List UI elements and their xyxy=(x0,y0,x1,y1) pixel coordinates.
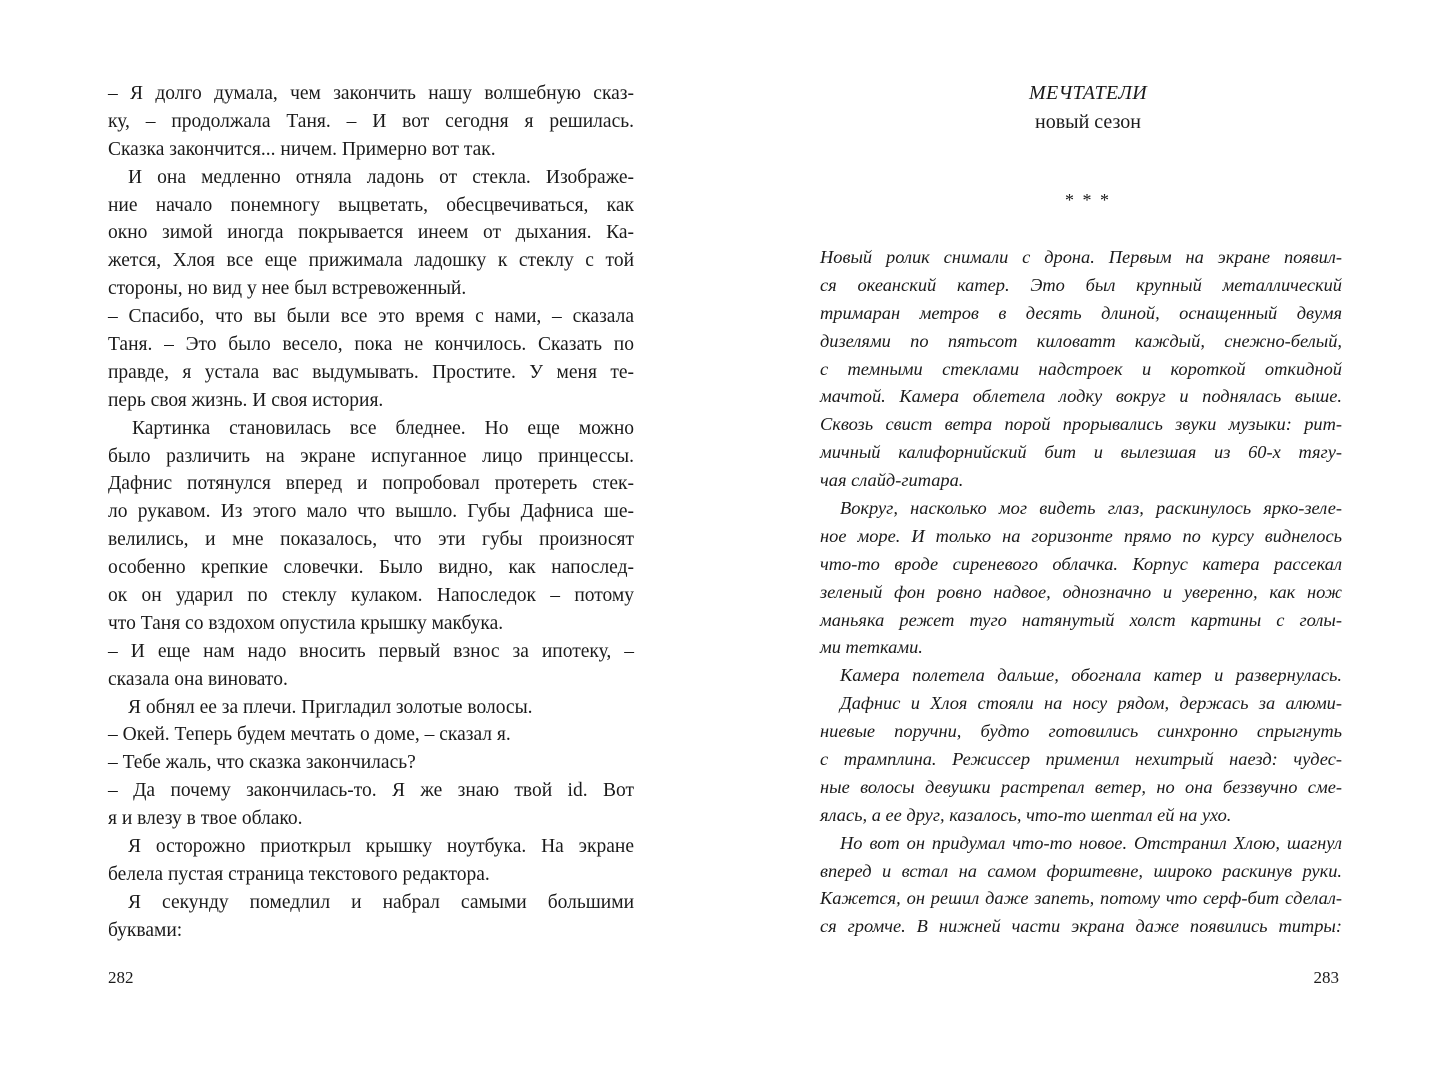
text-line: белела пустая страница текстового редактора. xyxy=(108,863,490,885)
text-line: Камера полетела дальше, обогнала катер и развернулась. xyxy=(840,665,1342,686)
text-line: маньяка режет туго натянутый холст картины с голы- xyxy=(820,609,1342,630)
text-line: ся громче. В нижней части экрана даже появились титры: xyxy=(820,916,1342,937)
text-line: ся океанский катер. Это был крупный металлический xyxy=(820,274,1342,295)
text-line: ниевые поручни, будто готовились синхронно спрыгнуть xyxy=(820,721,1342,742)
text-line: тримаран метров в десять длиной, оснащенный двумя xyxy=(820,302,1342,323)
text-line: – Тебе жаль, что сказка закончилась? xyxy=(108,752,416,774)
text-line: ные волосы девушки растрепал ветер, но она беззвучно сме- xyxy=(820,776,1342,797)
text-line: И она медленно отняла ладонь от стекла. Изображе- xyxy=(128,166,634,188)
book-title: МЕЧТАТЕЛИ xyxy=(1028,82,1147,104)
right-page xyxy=(725,0,1451,1080)
text-line: Таня. – Это было весело, пока не кончилось. Сказать по xyxy=(108,334,634,356)
text-line: – И еще нам надо вносить первый взнос за ипотеку, – xyxy=(108,640,634,662)
text-line: Дафнис потянулся вперед и попробовал протереть стек- xyxy=(108,473,634,495)
left-page xyxy=(0,0,725,1080)
text-line: окно зимой иногда покрывается инеем от дыхания. Ка- xyxy=(108,222,634,244)
text-line: – Окей. Теперь будем мечтать о доме, – сказал я. xyxy=(108,724,511,746)
text-line: ок он ударил по стеклу кулаком. Напоследок – потому xyxy=(108,585,634,607)
text-line: вперед и встал на самом форштевне, широко раскинув руки. xyxy=(820,860,1342,881)
text-line: Картинка становилась все бледнее. Но еще можно xyxy=(132,417,634,439)
text-line: – Я долго думала, чем закончить нашу волшебную сказ- xyxy=(108,83,634,104)
text-line: Кажется, он решил даже запеть, потому что серф-бит сделал- xyxy=(820,888,1342,909)
book-subtitle: новый сезон xyxy=(1034,111,1141,133)
text-line: что Таня со вздохом опустила крышку макбука. xyxy=(108,612,504,634)
text-line: ное море. И только на горизонте прямо по курсу виднелось xyxy=(820,525,1342,546)
text-line: ялась, а ее друг, казалось, что-то шептал ей на ухо. xyxy=(820,804,1232,825)
text-line: правде, я устала вас выдумывать. Простите. У меня те- xyxy=(108,361,634,383)
text-line: ми тетками. xyxy=(820,637,923,658)
text-line: Дафнис и Хлоя стояли на носу рядом, держась за алюми- xyxy=(840,693,1342,714)
text-line: что-то вроде сиреневого облачка. Корпус катера рассекал xyxy=(820,553,1342,574)
text-line: ло рукавом. Из этого мало что вышло. Губы Дафниса ше- xyxy=(108,501,634,523)
text-line: мачтой. Камера облетела лодку вокруг и поднялась выше. xyxy=(820,386,1342,407)
text-line: перь своя жизнь. И своя история. xyxy=(108,389,384,411)
text-line: жется, Хлоя все еще прижимала ладошку к стеклу с той xyxy=(108,250,634,272)
text-line: зеленый фон ровно надвое, однозначно и уверенно, как нож xyxy=(820,581,1342,602)
text-line: ку, – продолжала Таня. – И вот сегодня я решилась. xyxy=(108,110,634,132)
text-line: было различить на экране испуганное лицо принцессы. xyxy=(108,445,634,467)
right-page-text xyxy=(820,244,1342,941)
page-number-left: 282 xyxy=(108,968,134,987)
text-line: – Спасибо, что вы были все это время с нами, – сказала xyxy=(108,306,634,328)
left-page-text xyxy=(108,80,634,945)
text-line: буквами: xyxy=(108,919,183,941)
section-separator: * * * xyxy=(1065,190,1111,210)
text-line: Вокруг, насколько мог видеть глаз, раскинулось ярко-зеле- xyxy=(840,498,1342,519)
text-line: – Да почему закончилась-то. Я же знаю твой id. Вот xyxy=(108,780,634,802)
text-line: стороны, но вид у нее был встревоженный. xyxy=(108,278,467,300)
text-line: с темными стеклами надстроек и короткой откидной xyxy=(820,358,1342,379)
text-line: Новый ролик снимали с дрона. Первым на экране появил- xyxy=(820,247,1342,267)
text-line: ние начало понемногу выцветать, обесцвечиваться, как xyxy=(108,194,634,216)
text-line: чая слайд-гитара. xyxy=(820,470,964,491)
text-line: Я секунду помедлил и набрал самыми большими xyxy=(128,891,634,913)
text-line: Сказка закончится... ничем. Примерно вот так. xyxy=(108,138,496,160)
text-line: я и влезу в твое облако. xyxy=(108,808,303,830)
text-line: Сквозь свист ветра порой прорывались звуки музыки: рит- xyxy=(820,414,1342,435)
text-line: с трамплина. Режиссер применил нехитрый наезд: чудес- xyxy=(820,749,1342,770)
page-number-right: 283 xyxy=(1313,968,1339,987)
text-line: сказала она виновато. xyxy=(108,668,288,690)
text-line: мичный калифорнийский бит и вылезшая из 60-х тягу- xyxy=(820,442,1342,463)
text-line: Я осторожно приоткрыл крышку ноутбука. На экране xyxy=(128,836,634,858)
text-line: велились, и мне показалось, что эти губы произносят xyxy=(108,529,634,551)
text-line: дизелями по пятьсот киловатт каждый, снежно-белый, xyxy=(820,330,1342,351)
text-line: Я обнял ее за плечи. Пригладил золотые волосы. xyxy=(128,696,533,718)
text-line: Но вот он придумал что-то новое. Отстранил Хлою, шагнул xyxy=(840,832,1342,853)
text-line: особенно крепкие словечки. Было видно, как напослед- xyxy=(108,557,634,579)
